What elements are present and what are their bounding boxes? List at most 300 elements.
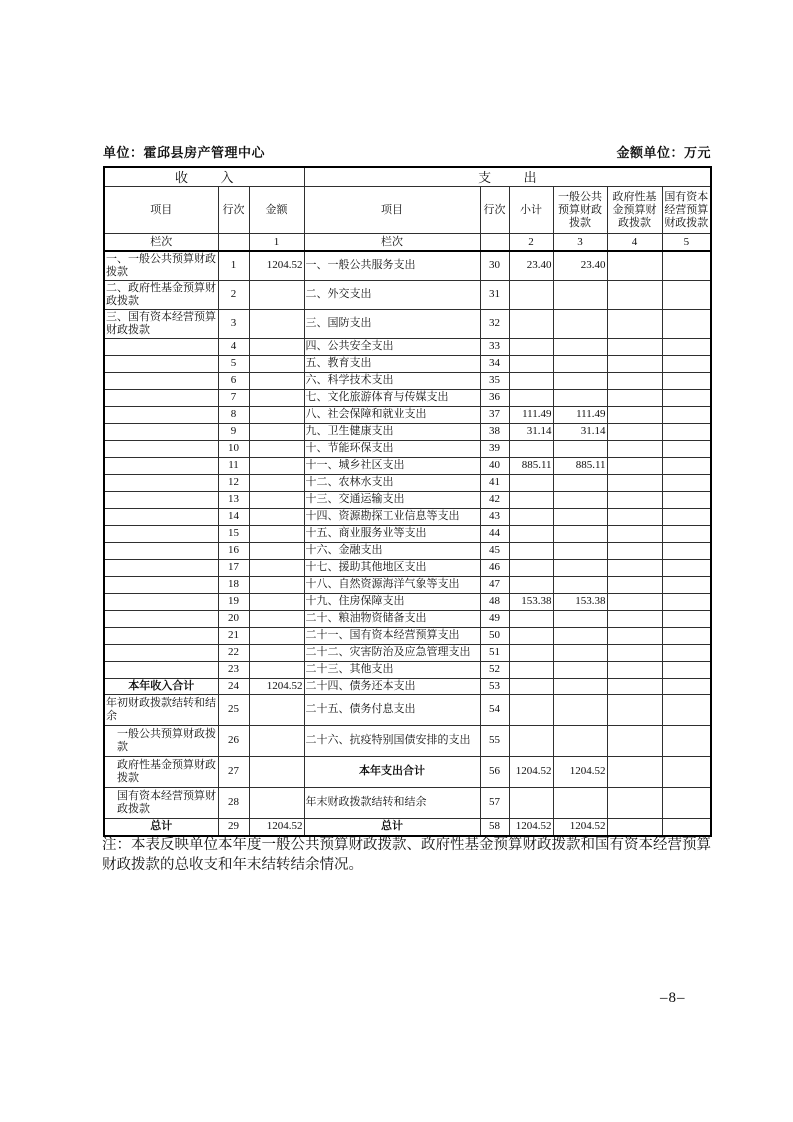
budget-table bbox=[103, 166, 712, 837]
expense-row-cell: 43 bbox=[480, 508, 509, 525]
income-item-cell bbox=[104, 423, 218, 440]
income-row-cell: 17 bbox=[218, 559, 249, 576]
state-capital-budget-header: 国有资本经营预算财政拨款 bbox=[662, 187, 711, 234]
state-capital-budget-cell bbox=[662, 508, 711, 525]
state-capital-budget-cell bbox=[662, 474, 711, 491]
table-row bbox=[104, 593, 711, 610]
income-item-cell: 本年收入合计 bbox=[104, 678, 218, 694]
state-capital-budget-cell bbox=[662, 644, 711, 661]
expense-item-cell: 八、社会保障和就业支出 bbox=[304, 406, 480, 423]
state-capital-budget-cell bbox=[662, 525, 711, 542]
income-amount-cell bbox=[249, 661, 304, 678]
income-row-cell: 6 bbox=[218, 372, 249, 389]
state-capital-budget-cell bbox=[662, 559, 711, 576]
income-row-cell: 22 bbox=[218, 644, 249, 661]
income-item-cell bbox=[104, 542, 218, 559]
general-budget-cell bbox=[553, 610, 607, 627]
income-item-cell bbox=[104, 355, 218, 372]
income-item-cell bbox=[104, 389, 218, 406]
income-item-cell bbox=[104, 576, 218, 593]
table-footnote: 注：本表反映单位本年度一般公共预算财政拨款、政府性基金预算财政拨款和国有资本经营预算财政拨款的总收支和年末结转结余情况。 bbox=[102, 837, 711, 873]
table-row bbox=[104, 559, 711, 576]
gov-fund-budget-cell bbox=[607, 725, 662, 756]
income-row-cell: 13 bbox=[218, 491, 249, 508]
table-row bbox=[104, 678, 711, 694]
subtotal-cell bbox=[509, 627, 553, 644]
general-budget-cell: 23.40 bbox=[553, 251, 607, 280]
expense-item-cell: 十六、金融支出 bbox=[304, 542, 480, 559]
general-budget-cell bbox=[553, 725, 607, 756]
table-row bbox=[104, 457, 711, 474]
lanci-expense-label: 栏次 bbox=[304, 234, 480, 252]
unit-label: 单位：霍邱县房产管理中心 bbox=[103, 145, 266, 160]
subtotal-cell bbox=[509, 559, 553, 576]
expense-item-cell: 二十五、债务付息支出 bbox=[304, 694, 480, 725]
expense-item-cell: 七、文化旅游体育与传媒支出 bbox=[304, 389, 480, 406]
income-row-cell: 2 bbox=[218, 280, 249, 309]
income-item-cell bbox=[104, 338, 218, 355]
income-row-cell: 18 bbox=[218, 576, 249, 593]
expense-row-cell: 52 bbox=[480, 661, 509, 678]
expense-item-cell: 三、国防支出 bbox=[304, 309, 480, 338]
general-budget-cell bbox=[553, 576, 607, 593]
expense-item-cell: 本年支出合计 bbox=[304, 756, 480, 787]
income-row-cell: 5 bbox=[218, 355, 249, 372]
page-number: –8– bbox=[660, 990, 686, 1006]
expense-row-cell: 40 bbox=[480, 457, 509, 474]
table-row bbox=[104, 661, 711, 678]
state-capital-budget-cell bbox=[662, 251, 711, 280]
state-capital-budget-cell bbox=[662, 725, 711, 756]
state-capital-budget-cell bbox=[662, 627, 711, 644]
table-row bbox=[104, 576, 711, 593]
subtotal-cell bbox=[509, 610, 553, 627]
gov-fund-budget-cell bbox=[607, 309, 662, 338]
income-row-cell: 11 bbox=[218, 457, 249, 474]
income-amount-cell bbox=[249, 338, 304, 355]
income-amount-cell bbox=[249, 389, 304, 406]
gov-fund-budget-cell bbox=[607, 372, 662, 389]
income-row-cell: 3 bbox=[218, 309, 249, 338]
general-budget-cell: 153.38 bbox=[553, 593, 607, 610]
expense-item-cell: 十三、交通运输支出 bbox=[304, 491, 480, 508]
gov-fund-budget-cell bbox=[607, 508, 662, 525]
gov-fund-budget-cell bbox=[607, 338, 662, 355]
expense-row-cell: 38 bbox=[480, 423, 509, 440]
table-row bbox=[104, 610, 711, 627]
state-capital-budget-cell bbox=[662, 576, 711, 593]
income-row-cell: 19 bbox=[218, 593, 249, 610]
income-amount-cell bbox=[249, 610, 304, 627]
income-section-label: 收入 bbox=[175, 169, 267, 185]
subtotal-cell: 153.38 bbox=[509, 593, 553, 610]
gov-fund-budget-cell bbox=[607, 694, 662, 725]
subtotal-cell: 1204.52 bbox=[509, 756, 553, 787]
gov-fund-budget-cell bbox=[607, 756, 662, 787]
expense-row-cell: 45 bbox=[480, 542, 509, 559]
state-capital-budget-cell bbox=[662, 818, 711, 836]
general-budget-cell bbox=[553, 338, 607, 355]
income-amount-cell bbox=[249, 406, 304, 423]
state-capital-budget-cell bbox=[662, 280, 711, 309]
subtotal-cell bbox=[509, 542, 553, 559]
state-capital-budget-cell bbox=[662, 309, 711, 338]
expense-item-cell: 十一、城乡社区支出 bbox=[304, 457, 480, 474]
expense-row-cell: 35 bbox=[480, 372, 509, 389]
income-row-cell: 8 bbox=[218, 406, 249, 423]
income-amount-cell: 1204.52 bbox=[249, 678, 304, 694]
general-budget-cell bbox=[553, 644, 607, 661]
column-header-row bbox=[104, 187, 711, 234]
income-row-cell: 7 bbox=[218, 389, 249, 406]
expense-row-cell: 34 bbox=[480, 355, 509, 372]
expense-row-cell: 42 bbox=[480, 491, 509, 508]
expense-item-header: 项目 bbox=[304, 187, 480, 234]
table-row bbox=[104, 644, 711, 661]
income-row-cell: 21 bbox=[218, 627, 249, 644]
state-capital-budget-cell bbox=[662, 491, 711, 508]
subtotal-cell bbox=[509, 355, 553, 372]
income-row-cell: 12 bbox=[218, 474, 249, 491]
income-amount-cell bbox=[249, 491, 304, 508]
subtotal-cell bbox=[509, 694, 553, 725]
income-row-cell: 23 bbox=[218, 661, 249, 678]
subtotal-cell bbox=[509, 725, 553, 756]
general-budget-cell bbox=[553, 661, 607, 678]
lanci-col5-number: 5 bbox=[662, 234, 711, 252]
gov-fund-budget-cell bbox=[607, 593, 662, 610]
income-amount-cell bbox=[249, 542, 304, 559]
subtotal-cell bbox=[509, 372, 553, 389]
expense-row-cell: 55 bbox=[480, 725, 509, 756]
income-amount-cell bbox=[249, 457, 304, 474]
expense-row-cell: 58 bbox=[480, 818, 509, 836]
expense-row-header: 行次 bbox=[480, 187, 509, 234]
expense-row-cell: 30 bbox=[480, 251, 509, 280]
subtotal-cell: 23.40 bbox=[509, 251, 553, 280]
gov-fund-budget-cell bbox=[607, 627, 662, 644]
general-budget-cell bbox=[553, 694, 607, 725]
column-number-row bbox=[104, 234, 711, 252]
income-item-cell bbox=[104, 525, 218, 542]
income-item-cell bbox=[104, 372, 218, 389]
general-budget-cell: 1204.52 bbox=[553, 756, 607, 787]
income-row-cell: 16 bbox=[218, 542, 249, 559]
expense-item-cell: 十四、资源勘探工业信息等支出 bbox=[304, 508, 480, 525]
income-row-cell: 14 bbox=[218, 508, 249, 525]
general-budget-cell bbox=[553, 542, 607, 559]
income-amount-cell bbox=[249, 372, 304, 389]
lanci-expense-row-blank bbox=[480, 234, 509, 252]
expense-row-cell: 33 bbox=[480, 338, 509, 355]
gov-fund-budget-cell bbox=[607, 525, 662, 542]
subtotal-cell bbox=[509, 787, 553, 818]
income-item-header: 项目 bbox=[104, 187, 218, 234]
gov-fund-budget-cell bbox=[607, 576, 662, 593]
expense-row-cell: 56 bbox=[480, 756, 509, 787]
table-row bbox=[104, 389, 711, 406]
expense-row-cell: 50 bbox=[480, 627, 509, 644]
state-capital-budget-cell bbox=[662, 355, 711, 372]
subtotal-cell bbox=[509, 440, 553, 457]
state-capital-budget-cell bbox=[662, 542, 711, 559]
general-budget-cell bbox=[553, 280, 607, 309]
table-row bbox=[104, 440, 711, 457]
gov-fund-budget-cell bbox=[607, 423, 662, 440]
state-capital-budget-cell bbox=[662, 406, 711, 423]
income-item-cell bbox=[104, 457, 218, 474]
expense-row-cell: 41 bbox=[480, 474, 509, 491]
income-row-cell: 29 bbox=[218, 818, 249, 836]
general-budget-cell bbox=[553, 491, 607, 508]
gov-fund-budget-cell bbox=[607, 661, 662, 678]
general-budget-cell: 885.11 bbox=[553, 457, 607, 474]
general-budget-cell: 1204.52 bbox=[553, 818, 607, 836]
lanci-col4-number: 4 bbox=[607, 234, 662, 252]
income-amount-cell: 1204.52 bbox=[249, 818, 304, 836]
expense-item-cell: 四、公共安全支出 bbox=[304, 338, 480, 355]
table-row bbox=[104, 694, 711, 725]
expense-row-cell: 46 bbox=[480, 559, 509, 576]
lanci-income-label: 栏次 bbox=[104, 234, 218, 252]
table-row bbox=[104, 338, 711, 355]
income-item-cell bbox=[104, 491, 218, 508]
general-budget-cell bbox=[553, 508, 607, 525]
state-capital-budget-cell bbox=[662, 372, 711, 389]
general-budget-cell bbox=[553, 355, 607, 372]
state-capital-budget-cell bbox=[662, 389, 711, 406]
lanci-income-row-blank bbox=[218, 234, 249, 252]
expense-row-cell: 36 bbox=[480, 389, 509, 406]
income-amount-cell bbox=[249, 576, 304, 593]
income-amount-cell bbox=[249, 559, 304, 576]
expense-row-cell: 53 bbox=[480, 678, 509, 694]
table-row bbox=[104, 818, 711, 836]
lanci-col2-number: 2 bbox=[509, 234, 553, 252]
subtotal-cell: 111.49 bbox=[509, 406, 553, 423]
gov-fund-budget-cell bbox=[607, 644, 662, 661]
state-capital-budget-cell bbox=[662, 787, 711, 818]
general-budget-cell bbox=[553, 678, 607, 694]
amount-unit-label: 金额单位：万元 bbox=[616, 145, 711, 160]
gov-fund-budget-cell bbox=[607, 474, 662, 491]
state-capital-budget-cell bbox=[662, 338, 711, 355]
lanci-col3-number: 3 bbox=[553, 234, 607, 252]
income-row-cell: 27 bbox=[218, 756, 249, 787]
table-row bbox=[104, 372, 711, 389]
income-row-cell: 28 bbox=[218, 787, 249, 818]
income-amount-cell bbox=[249, 627, 304, 644]
income-item-cell bbox=[104, 661, 218, 678]
subtotal-cell bbox=[509, 576, 553, 593]
state-capital-budget-cell bbox=[662, 694, 711, 725]
gov-fund-budget-cell bbox=[607, 389, 662, 406]
income-amount-cell bbox=[249, 694, 304, 725]
table-body bbox=[104, 251, 711, 836]
expense-row-cell: 57 bbox=[480, 787, 509, 818]
income-amount-cell bbox=[249, 787, 304, 818]
state-capital-budget-cell bbox=[662, 610, 711, 627]
gov-fund-budget-cell bbox=[607, 491, 662, 508]
expense-item-cell: 十九、住房保障支出 bbox=[304, 593, 480, 610]
gov-fund-budget-cell bbox=[607, 542, 662, 559]
general-budget-cell: 31.14 bbox=[553, 423, 607, 440]
income-item-cell: 国有资本经营预算财政拨款 bbox=[104, 787, 218, 818]
income-item-cell bbox=[104, 406, 218, 423]
expense-item-cell: 二十、粮油物资储备支出 bbox=[304, 610, 480, 627]
subtotal-cell bbox=[509, 525, 553, 542]
income-amount-cell bbox=[249, 440, 304, 457]
lanci-col1-number: 1 bbox=[249, 234, 304, 252]
table-row bbox=[104, 491, 711, 508]
expense-item-cell: 一、一般公共服务支出 bbox=[304, 251, 480, 280]
state-capital-budget-cell bbox=[662, 661, 711, 678]
income-row-cell: 15 bbox=[218, 525, 249, 542]
subtotal-cell bbox=[509, 491, 553, 508]
subtotal-cell bbox=[509, 678, 553, 694]
gov-fund-budget-cell bbox=[607, 457, 662, 474]
expense-item-cell: 十二、农林水支出 bbox=[304, 474, 480, 491]
table-row bbox=[104, 508, 711, 525]
expense-row-cell: 54 bbox=[480, 694, 509, 725]
table-row bbox=[104, 756, 711, 787]
subtotal-cell bbox=[509, 338, 553, 355]
expense-section-label: 支出 bbox=[478, 169, 570, 185]
gov-fund-budget-header: 政府性基金预算财政拨款 bbox=[607, 187, 662, 234]
gov-fund-budget-cell bbox=[607, 818, 662, 836]
general-budget-cell bbox=[553, 474, 607, 491]
gov-fund-budget-cell bbox=[607, 610, 662, 627]
income-item-cell bbox=[104, 559, 218, 576]
income-amount-cell bbox=[249, 593, 304, 610]
expense-item-cell: 二十三、其他支出 bbox=[304, 661, 480, 678]
income-row-cell: 10 bbox=[218, 440, 249, 457]
expense-item-cell: 十五、商业服务业等支出 bbox=[304, 525, 480, 542]
table-row bbox=[104, 309, 711, 338]
subtotal-header: 小计 bbox=[509, 187, 553, 234]
section-header-row bbox=[104, 167, 711, 187]
expense-row-cell: 37 bbox=[480, 406, 509, 423]
income-row-header: 行次 bbox=[218, 187, 249, 234]
expense-row-cell: 44 bbox=[480, 525, 509, 542]
expense-item-cell: 二十二、灾害防治及应急管理支出 bbox=[304, 644, 480, 661]
income-amount-cell bbox=[249, 280, 304, 309]
expense-row-cell: 31 bbox=[480, 280, 509, 309]
expense-item-cell: 十七、援助其他地区支出 bbox=[304, 559, 480, 576]
income-row-cell: 4 bbox=[218, 338, 249, 355]
subtotal-cell bbox=[509, 309, 553, 338]
table-row bbox=[104, 280, 711, 309]
table-row bbox=[104, 406, 711, 423]
income-item-cell bbox=[104, 593, 218, 610]
income-item-cell: 三、国有资本经营预算财政拨款 bbox=[104, 309, 218, 338]
subtotal-cell bbox=[509, 280, 553, 309]
gov-fund-budget-cell bbox=[607, 787, 662, 818]
table-row bbox=[104, 355, 711, 372]
gov-fund-budget-cell bbox=[607, 678, 662, 694]
state-capital-budget-cell bbox=[662, 423, 711, 440]
expense-item-cell: 六、科学技术支出 bbox=[304, 372, 480, 389]
income-amount-cell bbox=[249, 309, 304, 338]
subtotal-cell: 1204.52 bbox=[509, 818, 553, 836]
gov-fund-budget-cell bbox=[607, 406, 662, 423]
gov-fund-budget-cell bbox=[607, 440, 662, 457]
expense-item-cell: 五、教育支出 bbox=[304, 355, 480, 372]
expense-row-cell: 51 bbox=[480, 644, 509, 661]
expense-item-cell: 十八、自然资源海洋气象等支出 bbox=[304, 576, 480, 593]
gov-fund-budget-cell bbox=[607, 559, 662, 576]
table-row bbox=[104, 525, 711, 542]
income-item-cell bbox=[104, 627, 218, 644]
table-row bbox=[104, 474, 711, 491]
income-amount-cell bbox=[249, 508, 304, 525]
general-budget-cell bbox=[553, 309, 607, 338]
income-amount-cell bbox=[249, 644, 304, 661]
income-section-header bbox=[104, 167, 304, 187]
income-amount-cell bbox=[249, 525, 304, 542]
subtotal-cell bbox=[509, 644, 553, 661]
income-row-cell: 20 bbox=[218, 610, 249, 627]
expense-item-cell: 二十六、抗疫特别国债安排的支出 bbox=[304, 725, 480, 756]
expense-item-cell: 十、节能环保支出 bbox=[304, 440, 480, 457]
table-meta-line bbox=[103, 142, 711, 161]
income-item-cell: 二、政府性基金预算财政拨款 bbox=[104, 280, 218, 309]
income-item-cell bbox=[104, 508, 218, 525]
expense-row-cell: 49 bbox=[480, 610, 509, 627]
expense-section-header bbox=[304, 167, 711, 187]
table-row bbox=[104, 423, 711, 440]
income-amount-header: 金额 bbox=[249, 187, 304, 234]
income-item-cell bbox=[104, 644, 218, 661]
subtotal-cell bbox=[509, 508, 553, 525]
expense-row-cell: 48 bbox=[480, 593, 509, 610]
income-row-cell: 24 bbox=[218, 678, 249, 694]
table-row bbox=[104, 542, 711, 559]
table-row bbox=[104, 627, 711, 644]
state-capital-budget-cell bbox=[662, 457, 711, 474]
income-amount-cell bbox=[249, 423, 304, 440]
table-row bbox=[104, 251, 711, 280]
table-row bbox=[104, 787, 711, 818]
income-item-cell bbox=[104, 610, 218, 627]
general-budget-cell bbox=[553, 389, 607, 406]
income-amount-cell bbox=[249, 355, 304, 372]
general-budget-cell bbox=[553, 525, 607, 542]
income-item-cell bbox=[104, 440, 218, 457]
state-capital-budget-cell bbox=[662, 756, 711, 787]
income-item-cell bbox=[104, 474, 218, 491]
expense-item-cell: 二、外交支出 bbox=[304, 280, 480, 309]
income-item-cell: 政府性基金预算财政拨款 bbox=[104, 756, 218, 787]
income-amount-cell: 1204.52 bbox=[249, 251, 304, 280]
general-budget-cell: 111.49 bbox=[553, 406, 607, 423]
expense-item-cell: 年末财政拨款结转和结余 bbox=[304, 787, 480, 818]
expense-item-cell: 二十一、国有资本经营预算支出 bbox=[304, 627, 480, 644]
expense-item-cell: 九、卫生健康支出 bbox=[304, 423, 480, 440]
income-item-cell: 总计 bbox=[104, 818, 218, 836]
income-amount-cell bbox=[249, 756, 304, 787]
subtotal-cell bbox=[509, 474, 553, 491]
state-capital-budget-cell bbox=[662, 678, 711, 694]
general-budget-cell bbox=[553, 372, 607, 389]
expense-row-cell: 47 bbox=[480, 576, 509, 593]
income-item-cell: 年初财政拨款结转和结余 bbox=[104, 694, 218, 725]
general-budget-cell bbox=[553, 787, 607, 818]
expense-item-cell: 二十四、债务还本支出 bbox=[304, 678, 480, 694]
gov-fund-budget-cell bbox=[607, 280, 662, 309]
general-budget-cell bbox=[553, 627, 607, 644]
income-row-cell: 25 bbox=[218, 694, 249, 725]
